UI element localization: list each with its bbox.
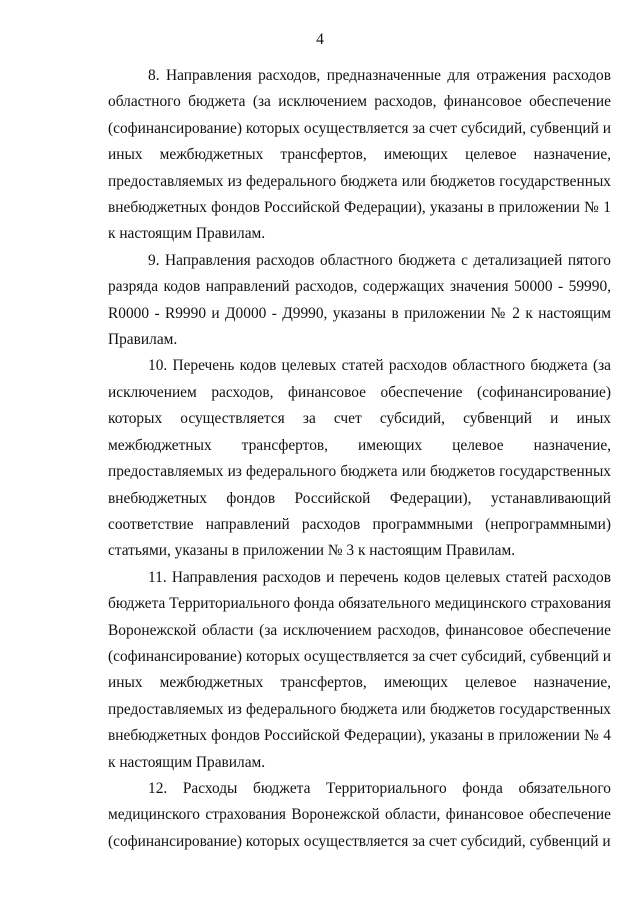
- paragraph-10: 10. Перечень кодов целевых статей расходов областного бюджета (за исключением расходов, финансовое обеспечение (софинансирование) которых осуществляется за счет субсидий, субвенций и иных межбюджетных трансфертов, имеющих целевое назначение, предоставляемых из федерального бюджета или бюджетов государственных внебюджетных фондов Российской Федерации), устанавливающий соответствие направлений расходов программными (непрограммными) статьями, указаны в приложении № 3 к настоящим Правилам.: [108, 357, 611, 560]
- document-body: [108, 63, 611, 855]
- paragraph-11: 11. Направления расходов и перечень кодов целевых статей расходов бюджета Территориального фонда обязательного медицинского страхования Воронежской области (за исключением расходов, финансовое обеспечение (софинансирование) которых осуществляется за счет субсидий, субвенций и иных межбюджетных трансфертов, имеющих целевое назначение, предоставляемых из федерального бюджета или бюджетов государственных внебюджетных фондов Российской Федерации), указаны в приложении № 4 к настоящим Правилам.: [108, 568, 611, 771]
- paragraph-8: 8. Направления расходов, предназначенные для отражения расходов областного бюджета (за исключением расходов, финансовое обеспечение (софинансирование) которых осуществляется за счет субсидий, субвенций и иных межбюджетных трансфертов, имеющих целевое назначение, предоставляемых из федерального бюджета или бюджетов государственных внебюджетных фондов Российской Федерации), указаны в приложении № 1 к настоящим Правилам.: [108, 67, 611, 243]
- paragraph-12: 12. Расходы бюджета Территориального фонда обязательного медицинского страхования Воронежской области, финансовое обеспечение (софинансирование) которых осуществляется за счет субсидий, субвенций и: [108, 779, 611, 850]
- page-number: 4: [316, 31, 324, 48]
- paragraph-9: 9. Направления расходов областного бюджета с детализацией пятого разряда кодов направлений расходов, содержащих значения 50000 - 59990, R0000 - R9990 и Д0000 - Д9990, указаны в приложении № 2 к настоящим Правилам.: [108, 251, 611, 349]
